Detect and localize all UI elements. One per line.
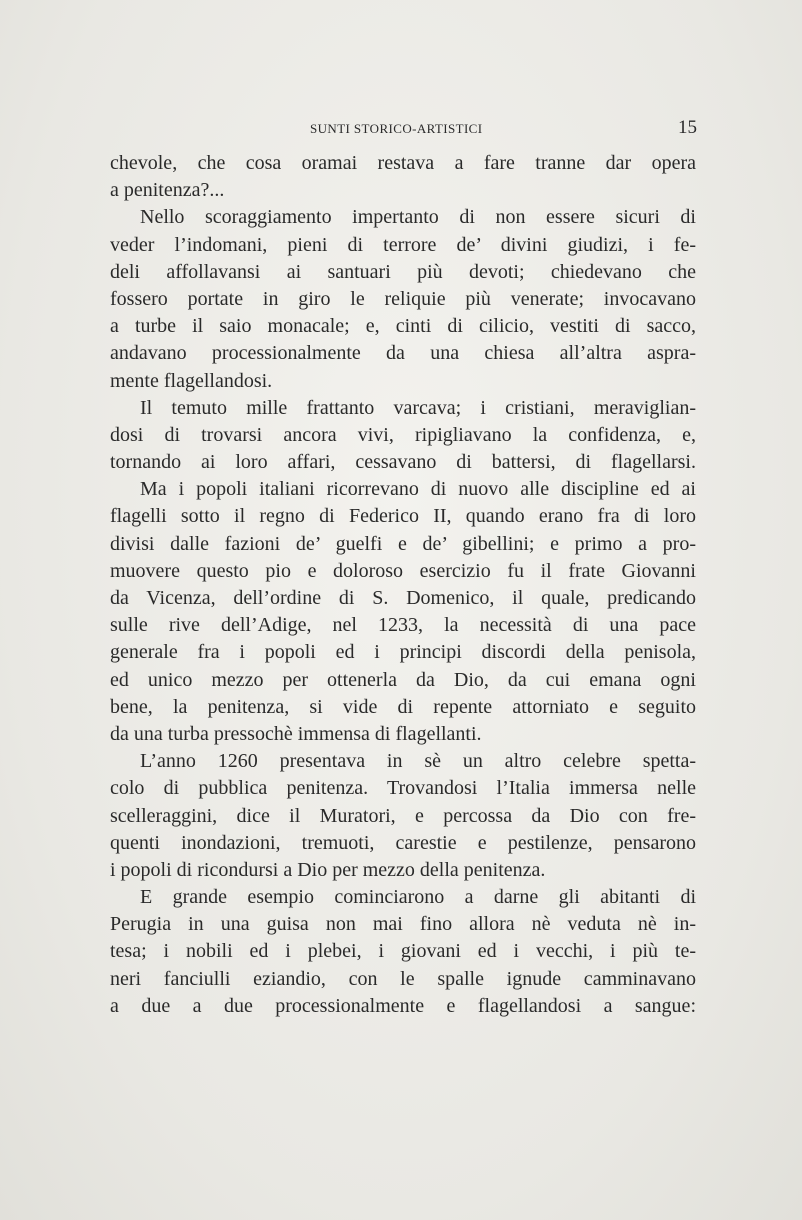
text-line: deli affollavansi ai santuari più devoti; chiedevano che — [110, 260, 696, 283]
text-line: muovere questo pio e doloroso esercizio fu il frate Giovanni — [110, 559, 696, 582]
body-text — [110, 150, 696, 1020]
text-line: tornando ai loro affari, cessavano di battersi, di flagellarsi. — [110, 451, 696, 474]
text-line: a due a due processionalmente e flagellandosi a sangue: — [110, 994, 696, 1017]
text-line: Il temuto mille frattanto varcava; i cristiani, meraviglian- — [140, 396, 696, 419]
text-line: bene, la penitenza, si vide di repente attorniato e seguito — [110, 695, 696, 718]
text-line: L’anno 1260 presentava in sè un altro celebre spetta- — [140, 750, 696, 773]
text-line: fossero portate in giro le reliquie più venerate; invocavano — [110, 287, 696, 310]
running-title: SUNTI STORICO-ARTISTICI — [310, 121, 483, 136]
text-line: i popoli di ricondursi a Dio per mezzo della penitenza. — [110, 858, 546, 881]
text-line: Ma i popoli italiani ricorrevano di nuovo alle discipline ed ai — [140, 478, 696, 501]
text-line: chevole, che cosa oramai restava a fare tranne dar opera — [110, 152, 696, 174]
text-line: dosi di trovarsi ancora vivi, ripigliavano la confidenza, e, — [110, 423, 696, 446]
page-header — [112, 117, 697, 141]
text-line: colo di pubblica penitenza. Trovandosi l’Italia immersa nelle — [110, 777, 696, 800]
text-line: mente flagellandosi. — [110, 369, 273, 392]
text-line: a turbe il saio monacale; e, cinti di cilicio, vestiti di sacco, — [110, 315, 696, 338]
text-line: flagelli sotto il regno di Federico II, quando erano fra di loro — [110, 505, 696, 528]
text-line: scelleraggini, dice il Muratori, e percossa da Dio con fre- — [110, 804, 696, 827]
text-line: veder l’indomani, pieni di terrore de’ divini giudizi, i fe- — [110, 233, 696, 256]
text-line: divisi dalle fazioni de’ guelfi e de’ gibellini; e primo a pro- — [110, 532, 696, 555]
text-line: da una turba pressochè immensa di flagellanti. — [110, 722, 482, 745]
text-line: neri fanciulli eziandio, con le spalle ignude camminavano — [110, 967, 696, 990]
text-line: da Vicenza, dell’ordine di S. Domenico, il quale, predicando — [110, 587, 696, 609]
text-line: ed unico mezzo per ottenerla da Dio, da cui emana ogni — [110, 668, 696, 691]
text-line: sulle rive dell’Adige, nel 1233, la necessità di una pace — [110, 614, 696, 637]
text-line: Perugia in una guisa non mai fino allora nè veduta nè in- — [110, 913, 696, 936]
text-line: generale fra i popoli ed i principi discordi della penisola, — [110, 641, 696, 664]
text-line: quenti inondazioni, tremuoti, carestie e pestilenze, pensarono — [110, 831, 696, 854]
page-number: 15 — [678, 117, 697, 138]
text-line: tesa; i nobili ed i plebei, i giovani ed i vecchi, i più te- — [110, 940, 696, 963]
text-line: Nello scoraggiamento impertanto di non essere sicuri di — [140, 206, 696, 229]
text-line: andavano processionalmente da una chiesa all’altra aspra- — [110, 342, 696, 365]
text-line: E grande esempio cominciarono a darne gli abitanti di — [140, 886, 696, 909]
text-line: a penitenza?... — [110, 179, 225, 202]
